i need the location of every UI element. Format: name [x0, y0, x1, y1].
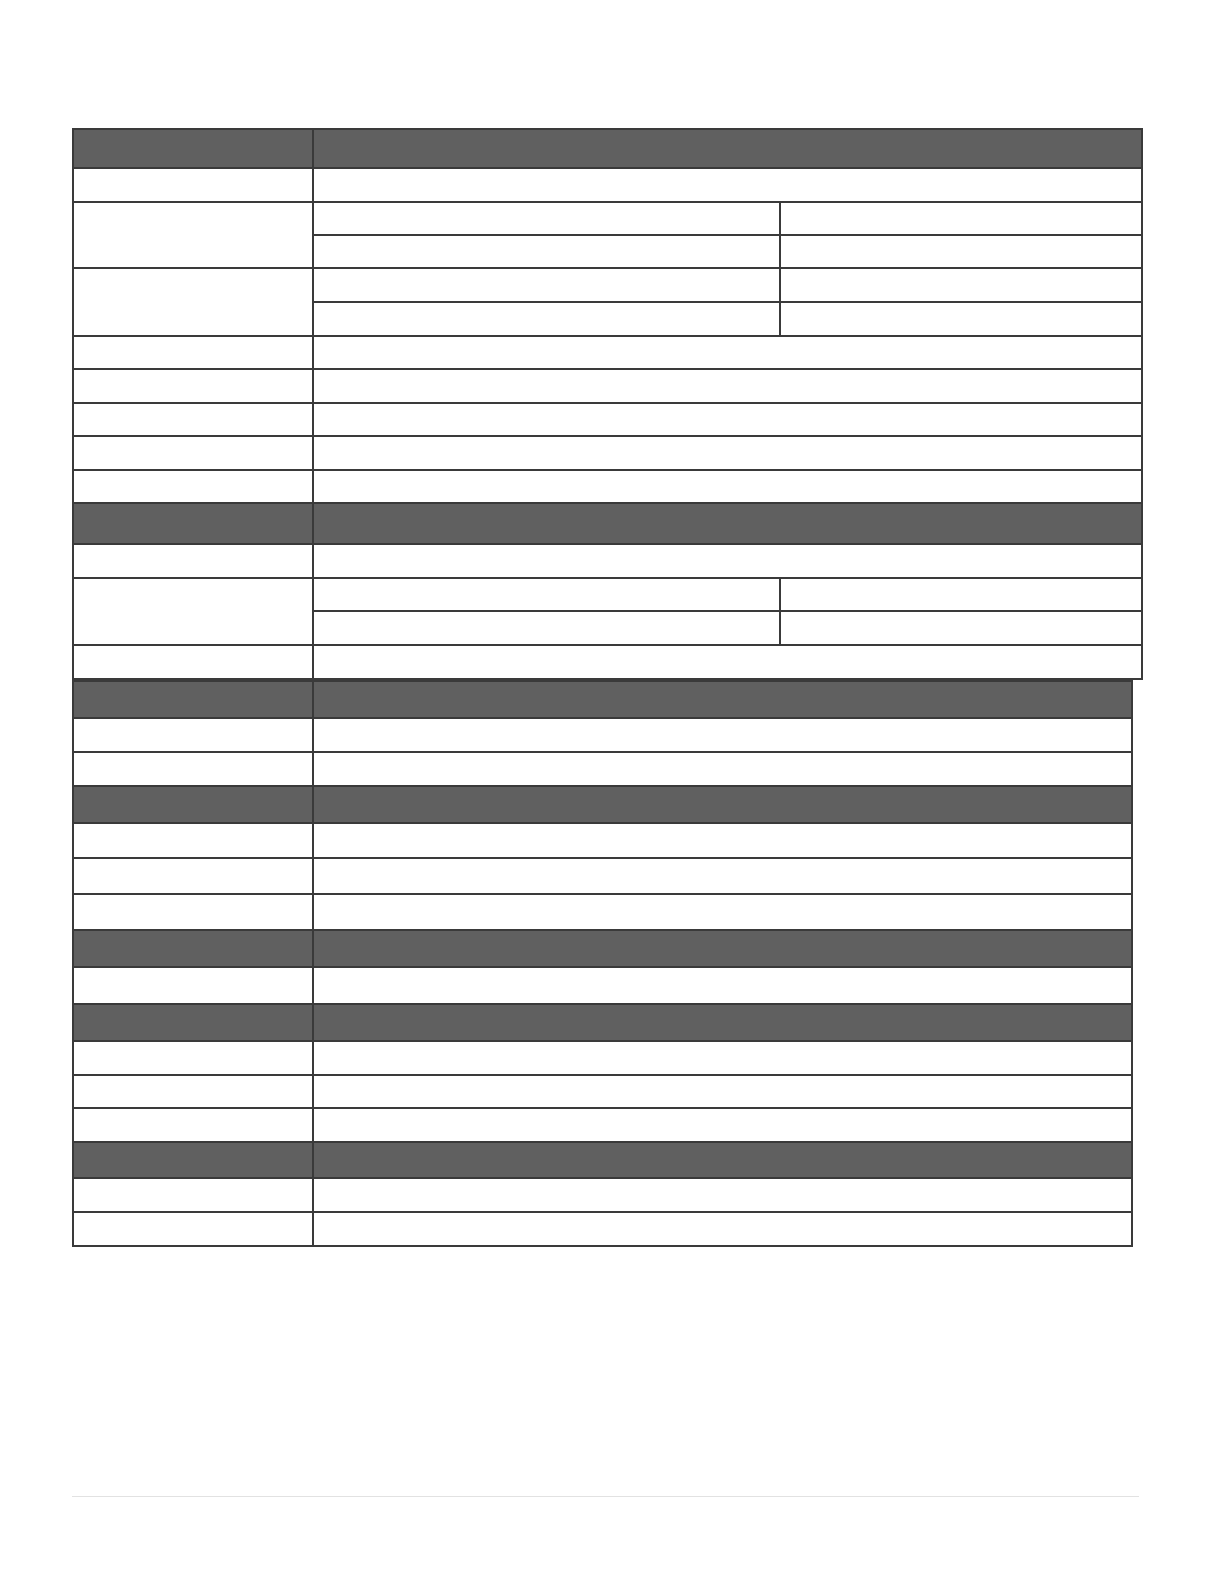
row-value-cell — [780, 202, 1142, 235]
section-header-row — [73, 1004, 1132, 1041]
row-label-cell — [73, 1041, 313, 1075]
table-row — [73, 202, 1142, 235]
form-table-upper — [72, 128, 1143, 680]
section-header-row — [73, 1142, 1132, 1178]
table-row — [73, 894, 1132, 930]
row-value-cell — [313, 336, 1142, 369]
section-header-value — [313, 129, 1142, 168]
row-label-cell — [73, 1108, 313, 1142]
row-value-cell — [313, 894, 1132, 930]
row-label-cell — [73, 718, 313, 752]
row-label-cell — [73, 202, 313, 268]
row-value-cell — [313, 1041, 1132, 1075]
row-value-cell — [313, 578, 780, 611]
row-label-cell — [73, 894, 313, 930]
table-row — [73, 544, 1142, 578]
row-label-cell — [73, 752, 313, 786]
row-label-cell — [73, 403, 313, 436]
row-value-cell — [313, 470, 1142, 503]
section-header-label — [73, 1142, 313, 1178]
table-row — [73, 1178, 1132, 1212]
section-header-row — [73, 681, 1132, 718]
section-header-value — [313, 1004, 1132, 1041]
table-row — [73, 436, 1142, 470]
section-header-label — [73, 503, 313, 544]
row-value-cell — [313, 1178, 1132, 1212]
table-row — [73, 369, 1142, 403]
row-label-cell — [73, 1212, 313, 1246]
row-value-cell — [313, 235, 780, 268]
row-value-cell — [313, 611, 780, 645]
table-row — [73, 168, 1142, 202]
section-header-row — [73, 503, 1142, 544]
row-label-cell — [73, 168, 313, 202]
row-value-cell — [313, 858, 1132, 894]
row-value-cell — [313, 1108, 1132, 1142]
table-row — [73, 1212, 1132, 1246]
section-header-value — [313, 930, 1132, 967]
table-row — [73, 718, 1132, 752]
table-row — [73, 752, 1132, 786]
row-value-cell — [313, 645, 1142, 679]
table-row — [73, 823, 1132, 858]
row-value-cell — [313, 544, 1142, 578]
row-value-cell — [313, 369, 1142, 403]
row-value-cell — [313, 967, 1132, 1004]
row-value-cell — [313, 436, 1142, 470]
table-row — [73, 645, 1142, 679]
section-header-label — [73, 129, 313, 168]
section-header-label — [73, 1004, 313, 1041]
row-value-cell — [313, 1212, 1132, 1246]
row-value-cell — [780, 578, 1142, 611]
row-value-cell — [780, 268, 1142, 302]
row-label-cell — [73, 470, 313, 503]
row-value-cell — [313, 268, 780, 302]
table-row — [73, 403, 1142, 436]
row-label-cell — [73, 967, 313, 1004]
section-header-value — [313, 503, 1142, 544]
row-value-cell — [780, 235, 1142, 268]
section-header-row — [73, 129, 1142, 168]
row-value-cell — [313, 403, 1142, 436]
row-value-cell — [780, 302, 1142, 336]
table-row — [73, 268, 1142, 302]
table-row — [73, 858, 1132, 894]
row-value-cell — [313, 202, 780, 235]
row-value-cell — [780, 611, 1142, 645]
row-label-cell — [73, 336, 313, 369]
section-header-row — [73, 930, 1132, 967]
row-label-cell — [73, 369, 313, 403]
row-value-cell — [313, 752, 1132, 786]
row-label-cell — [73, 858, 313, 894]
row-value-cell — [313, 302, 780, 336]
table-row — [73, 336, 1142, 369]
table-row — [73, 1075, 1132, 1108]
table-row — [73, 470, 1142, 503]
row-label-cell — [73, 1075, 313, 1108]
row-label-cell — [73, 436, 313, 470]
form-table-lower — [72, 680, 1133, 1247]
section-header-label — [73, 930, 313, 967]
row-value-cell — [313, 718, 1132, 752]
table-row — [73, 1041, 1132, 1075]
table-row — [73, 578, 1142, 611]
table-row — [73, 1108, 1132, 1142]
row-label-cell — [73, 578, 313, 645]
row-value-cell — [313, 823, 1132, 858]
row-label-cell — [73, 268, 313, 336]
row-value-cell — [313, 168, 1142, 202]
section-header-label — [73, 681, 313, 718]
row-label-cell — [73, 823, 313, 858]
section-header-row — [73, 786, 1132, 823]
table-row — [73, 967, 1132, 1004]
row-label-cell — [73, 544, 313, 578]
row-label-cell — [73, 645, 313, 679]
section-header-value — [313, 786, 1132, 823]
row-value-cell — [313, 1075, 1132, 1108]
section-header-value — [313, 1142, 1132, 1178]
row-label-cell — [73, 1178, 313, 1212]
footer-divider — [72, 1496, 1139, 1497]
section-header-label — [73, 786, 313, 823]
section-header-value — [313, 681, 1132, 718]
